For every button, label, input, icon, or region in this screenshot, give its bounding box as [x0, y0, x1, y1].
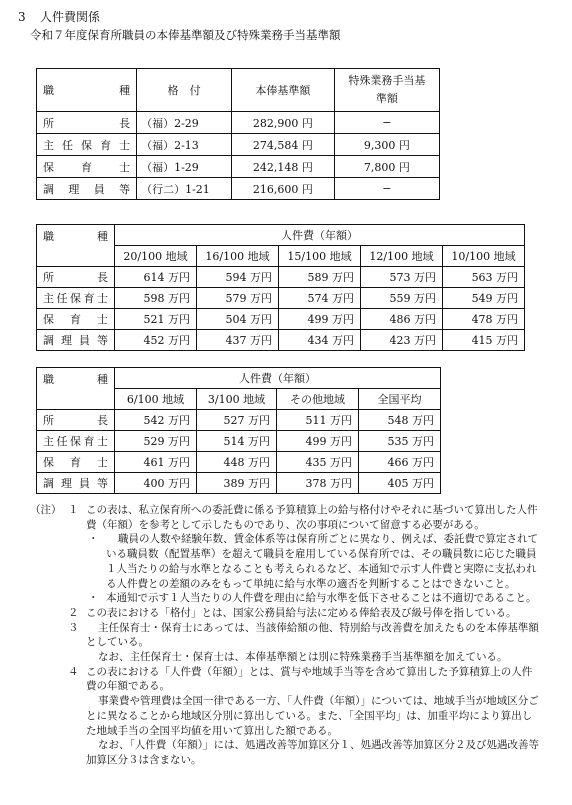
- table-header-row: [37, 368, 441, 389]
- column-header: 16/100 地域: [197, 246, 279, 267]
- value-cell: 511 万円: [277, 410, 359, 431]
- base-cell: 242,148 円: [232, 156, 335, 178]
- table-row: [37, 178, 440, 200]
- value-cell: 579 万円: [197, 288, 279, 309]
- note-1: [30, 503, 540, 532]
- special-cell: 9,300 円: [334, 134, 439, 156]
- value-cell: 389 万円: [197, 473, 277, 494]
- table-row: [37, 288, 525, 309]
- table-row: [37, 473, 441, 494]
- table-header-row: [37, 69, 440, 112]
- value-cell: 499 万円: [277, 431, 359, 452]
- value-cell: 559 万円: [361, 288, 443, 309]
- table-row: [37, 309, 525, 330]
- table-row: [37, 267, 525, 288]
- note-bullet-1: [30, 532, 540, 591]
- note-text: この表における「人件費（年額）」とは、賞与や地域手当等を含めて算出した予算積算上の人件費の年額である。: [86, 665, 533, 693]
- note-4-sub-1: 事業費や管理費は全国一律である一方、「人件費（年額）」については、地域手当が地域区分ごとに異なることから地域区分別に算出している。また、「全国平均」は、加重平均により算出した地域手当の全国平均値を用いて算出した額である。: [86, 695, 539, 737]
- column-header: 15/100 地域: [279, 246, 361, 267]
- value-cell: 504 万円: [197, 309, 279, 330]
- job-cell: 保育士: [37, 452, 115, 473]
- job-header: 職 種: [37, 69, 137, 112]
- job-cell: 保育士: [37, 309, 115, 330]
- job-cell: 主任保育士: [37, 288, 115, 309]
- value-cell: 435 万円: [277, 452, 359, 473]
- bullet-mark: ・: [88, 592, 99, 605]
- column-header: 3/100 地域: [197, 389, 277, 410]
- special-cell: −: [334, 112, 439, 134]
- bullet-text: 職員の人数や経験年数、賃金体系等は保育所ごとに異なり、例えば、委託費で算定されている職員数（配置基準）を超えて職員を雇用している保育所では、その職員数に応じた職員１人当たりの給与水準となることも考えられるなど、本通知で示す人件費と実際に支払われる人件費との差額のみをもって単純に給与水準の適否を判断することはできないこと。: [106, 533, 538, 590]
- base-cell: 216,600 円: [232, 178, 335, 200]
- note-number: ２: [68, 606, 79, 619]
- value-cell: 423 万円: [361, 330, 443, 351]
- value-cell: 405 万円: [359, 473, 441, 494]
- note-text: この表は、私立保育所への委託費に係る予算積算上の給与格付けやそれに基づいて算出した人件費（年額）を参考として示したものであり、次の事項について留意する必要がある。: [86, 504, 538, 531]
- value-cell: 437 万円: [197, 330, 279, 351]
- bullet-text: 本通知で示す１人当たりの人件費を理由に給与水準を低下させることは不適切であること。: [106, 592, 537, 605]
- value-cell: 535 万円: [359, 431, 441, 452]
- section-number: 3: [18, 10, 26, 24]
- value-cell: 499 万円: [279, 309, 361, 330]
- special-cell: −: [334, 178, 439, 200]
- job-cell: 所長: [37, 112, 137, 134]
- value-cell: 378 万円: [277, 473, 359, 494]
- note-4: [30, 665, 540, 694]
- job-cell: 主任保育士: [37, 431, 115, 452]
- grade-cell: （行二）1-21: [137, 178, 232, 200]
- table-header-row: [37, 225, 525, 246]
- column-header: その他地域: [277, 389, 359, 410]
- column-header: 20/100 地域: [115, 246, 197, 267]
- job-header: 職 種: [37, 368, 115, 410]
- job-cell: 主任保育士: [37, 134, 137, 156]
- value-cell: 478 万円: [443, 309, 525, 330]
- special-header: 特殊業務手当基準額: [334, 69, 439, 112]
- labor-cost-table-b: [36, 367, 441, 494]
- value-cell: 563 万円: [443, 267, 525, 288]
- value-cell: 434 万円: [279, 330, 361, 351]
- job-cell: 保育士: [37, 156, 137, 178]
- table-row: [37, 431, 441, 452]
- job-cell: 所長: [37, 267, 115, 288]
- job-cell: 調理員等: [37, 330, 115, 351]
- job-cell: 調理員等: [37, 473, 115, 494]
- special-cell: 7,800 円: [334, 156, 439, 178]
- value-cell: 448 万円: [197, 452, 277, 473]
- grade-header: 格 付: [137, 69, 232, 112]
- value-cell: 527 万円: [197, 410, 277, 431]
- note-2: [30, 606, 540, 621]
- base-header: 本俸基準額: [232, 69, 335, 112]
- note-text: 主任保育士・保育士にあっては、当該俸給額の他、特別給与改善費を加えたものを本俸基準額としている。: [86, 621, 539, 649]
- bullet-mark: ・: [88, 533, 99, 546]
- base-salary-table: [36, 68, 440, 200]
- column-header: 12/100 地域: [361, 246, 443, 267]
- value-cell: 573 万円: [361, 267, 443, 288]
- job-cell: 調理員等: [37, 178, 137, 200]
- value-cell: 466 万円: [359, 452, 441, 473]
- column-header: 6/100 地域: [115, 389, 197, 410]
- value-cell: 486 万円: [361, 309, 443, 330]
- notes-section: [30, 503, 540, 768]
- grade-cell: （福）2-29: [137, 112, 232, 134]
- table-row: [37, 112, 440, 134]
- notes-label: （注）: [30, 504, 62, 516]
- base-cell: 274,584 円: [232, 134, 335, 156]
- table-row: [37, 156, 440, 178]
- base-cell: 282,900 円: [232, 112, 335, 134]
- labor-cost-table-a: [36, 224, 525, 351]
- note-number: ３: [68, 621, 79, 634]
- value-cell: 574 万円: [279, 288, 361, 309]
- value-cell: 594 万円: [197, 267, 279, 288]
- value-cell: 461 万円: [115, 452, 197, 473]
- column-header: 全国平均: [359, 389, 441, 410]
- value-cell: 549 万円: [443, 288, 525, 309]
- job-header: 職 種: [37, 225, 115, 267]
- table-row: [37, 452, 441, 473]
- table-row: [37, 330, 525, 351]
- value-cell: 514 万円: [197, 431, 277, 452]
- group-header: 人件費（年額）: [115, 225, 525, 246]
- table-row: [37, 410, 441, 431]
- value-cell: 548 万円: [359, 410, 441, 431]
- value-cell: 614 万円: [115, 267, 197, 288]
- note-number: ４: [68, 665, 79, 678]
- value-cell: 415 万円: [443, 330, 525, 351]
- value-cell: 452 万円: [115, 330, 197, 351]
- note-4-sub-2: なお、「人件費（年額）」には、処遇改善等加算区分１、処遇改善等加算区分２及び処遇改善等加算区分３は含まない。: [86, 739, 539, 766]
- value-cell: 400 万円: [115, 473, 197, 494]
- group-header: 人件費（年額）: [115, 368, 441, 389]
- value-cell: 529 万円: [115, 431, 197, 452]
- note-bullet-2: [30, 591, 540, 606]
- section-heading: [18, 8, 100, 25]
- job-cell: 所長: [37, 410, 115, 431]
- note-3-sub: なお、主任保育士・保育士は、本俸基準額とは別に特殊業務手当基準額を加えている。: [98, 651, 508, 664]
- value-cell: 542 万円: [115, 410, 197, 431]
- note-text: この表における「格付」とは、国家公務員給与法に定める俸給表及び級号俸を指している。: [86, 606, 517, 619]
- value-cell: 598 万円: [115, 288, 197, 309]
- table-subtitle: 令和７年度保育所職員の本俸基準額及び特殊業務手当基準額: [30, 28, 341, 42]
- column-header: 10/100 地域: [443, 246, 525, 267]
- section-title: 人件費関係: [40, 10, 101, 24]
- grade-cell: （福）1-29: [137, 156, 232, 178]
- note-number: １: [68, 504, 79, 516]
- table-row: [37, 134, 440, 156]
- value-cell: 589 万円: [279, 267, 361, 288]
- grade-cell: （福）2-13: [137, 134, 232, 156]
- value-cell: 521 万円: [115, 309, 197, 330]
- note-3: [30, 621, 540, 650]
